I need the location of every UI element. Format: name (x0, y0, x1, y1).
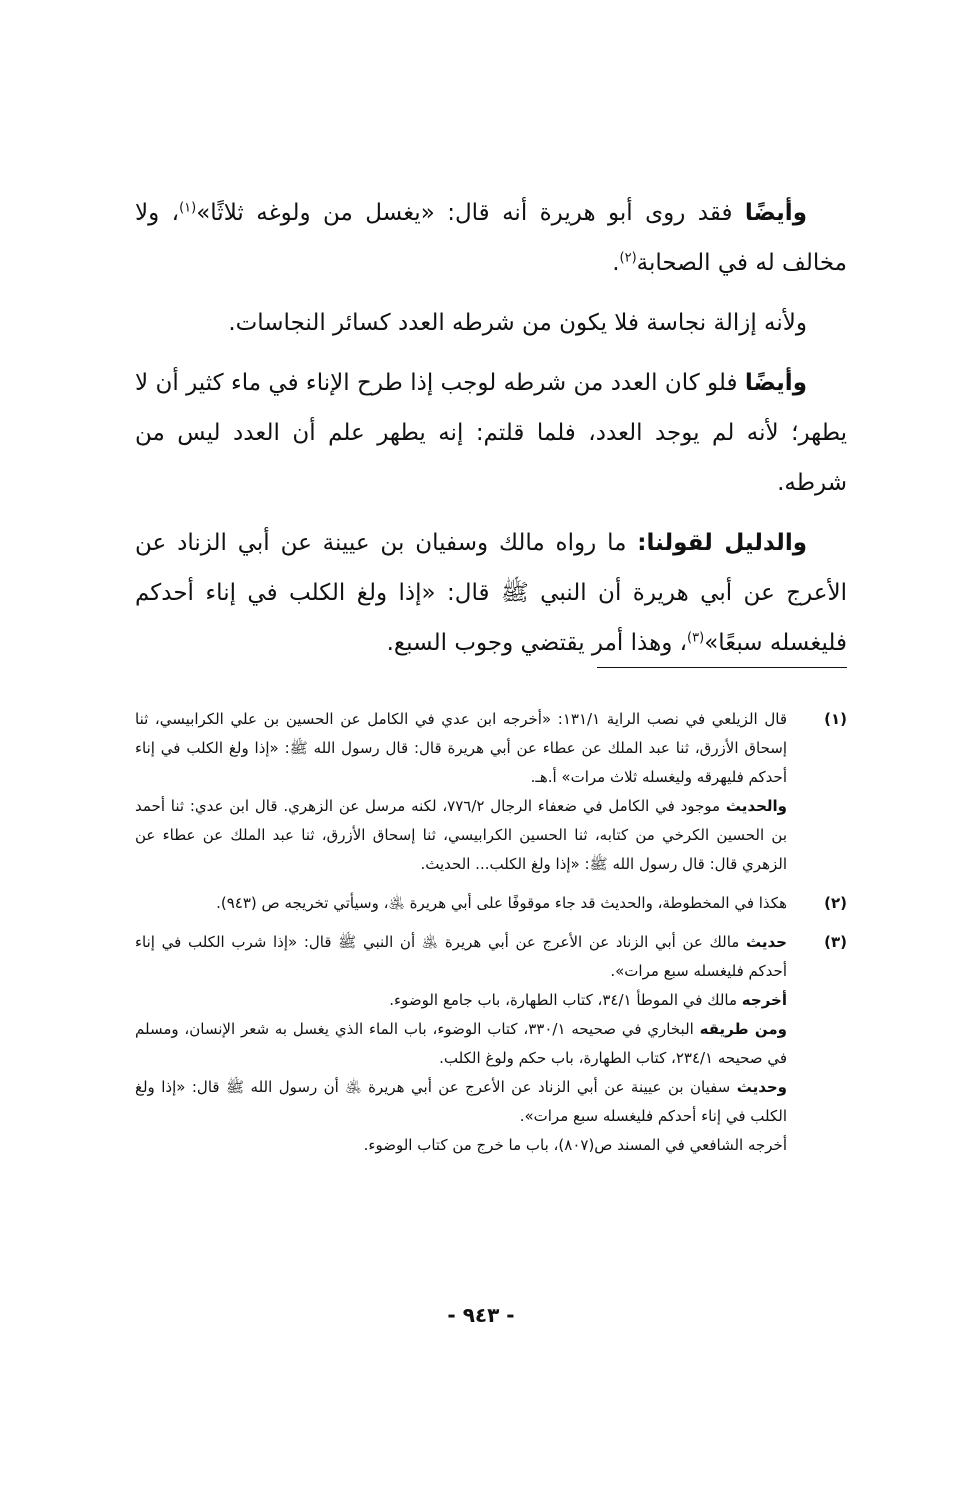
footnote-text (135, 792, 787, 879)
footnote-3 (135, 928, 847, 1160)
footnote-text: أخرجه الشافعي في المسند ص(٨٠٧)، باب ما خرج من كتاب الوضوء. (363, 1136, 787, 1154)
paragraph-1 (135, 188, 847, 288)
footnote-text: قال الزيلعي في نصب الراية ١٣١/١: «أخرجه ابن عدي في الكامل عن الحسين بن علي الكرابيسي، ثنا إسحاق الأزرق، ثنا عبد الملك عن عطاء عن أبي هريرة قال: قال رسول الله ﷺ: «إذا ولغ الكلب في إناء أحدكم فليهرقه وليغسله ثلاث مرات» أ.هـ. (135, 710, 787, 786)
footnote-number: (٣) (824, 933, 847, 951)
footnote-text (135, 1015, 787, 1073)
page-number: - ٩٤٣ - (447, 1303, 515, 1327)
footnote-text-span: سفيان بن عيينة عن أبي الزناد عن الأعرج عن أبي هريرة ﵁ أن رسول الله ﷺ قال: «إذا ولغ الكلب في إناء أحدكم فليغسله سبع مرات». (135, 1078, 787, 1125)
footnote-ref-3[interactable]: (٣) (687, 630, 705, 646)
bold-lead: وأيضًا (744, 200, 807, 226)
footnote-text (135, 986, 787, 1015)
footnote-ref-1[interactable]: (١) (179, 200, 197, 216)
footnote-text (135, 928, 787, 986)
bold-lead: حديث (746, 933, 787, 951)
paragraph-2 (135, 298, 847, 348)
footnote-text (135, 1073, 787, 1131)
paragraph-text: فقد روى أبو هريرة أنه قال: «يغسل من ولوغه ثلاثًا» (196, 200, 745, 226)
footnote-text-span: البخاري في صحيحه ٣٣٠/١، كتاب الوضوء، باب الماء الذي يغسل به شعر الإنسان، ومسلم في صحيحه ٢٣٤/١، كتاب الطهارة، باب حكم ولوغ الكلب. (135, 1020, 787, 1067)
footnote-text: هكذا في المخطوطة، والحديث قد جاء موقوفًا على أبي هريرة ﵁، وسيأتي تخريجه ص (٩٤٣). (216, 894, 787, 912)
footnote-2 (135, 889, 847, 918)
main-text (135, 188, 847, 668)
bold-lead: والحديث (725, 797, 787, 815)
bold-lead: ومن طريقه (699, 1020, 787, 1038)
paragraph-3 (135, 358, 847, 508)
paragraph-end: ، وهذا أمر يقتضي وجوب السبع. (386, 630, 688, 656)
bold-lead: وحديث (736, 1078, 787, 1096)
footnote-text-span: مالك عن أبي الزناد عن الأعرج عن أبي هريرة ﵁ أن النبي ﷺ قال: «إذا شرب الكلب في إناء أحدكم فليغسله سبع مرات». (135, 933, 787, 980)
paragraph-text: ، ولا مخالف له في الصحابة (135, 200, 847, 276)
footnote-number: (٢) (824, 894, 847, 912)
paragraph-end: . (612, 250, 620, 276)
bold-lead: أخرجه (741, 991, 787, 1009)
paragraph-text: ولأنه إزالة نجاسة فلا يكون من شرطه العدد كسائر النجاسات. (228, 310, 807, 336)
footnote-number: (١) (824, 710, 847, 728)
footnote-text-span: مالك في الموطأ ٣٤/١، كتاب الطهارة، باب جامع الوضوء. (389, 991, 742, 1009)
paragraph-text: ما رواه مالك وسفيان بن عيينة عن أبي الزناد عن الأعرج عن أبي هريرة أن النبي ﷺ قال: «إذا ولغ الكلب في إناء أحدكم فليغسله سبعًا» (135, 530, 847, 656)
footnote-1 (135, 705, 847, 879)
paragraph-4 (135, 518, 847, 668)
footnote-separator (597, 667, 847, 668)
footnote-ref-2[interactable]: (٢) (619, 250, 637, 266)
footnote-text-span: موجود في الكامل في ضعفاء الرجال ٧٧٦/٢، لكنه مرسل عن الزهري. قال ابن عدي: ثنا أحمد بن الحسين الكرخي من كتابه، ثنا الحسين الكرابيسي، ثنا إسحاق الأزرق، ثنا عبد الملك عن عطاء عن الزهري قال: قال رسول الله ﷺ: «إذا ولغ الكلب... الحديث. (135, 797, 787, 873)
paragraph-text: فلو كان العدد من شرطه لوجب إذا طرح الإناء في ماء كثير أن لا يطهر؛ لأنه لم يوجد العدد، فلما قلتم: إنه يطهر علم أن العدد ليس من شرطه. (135, 370, 847, 496)
bold-lead: والدليل لقولنا: (637, 530, 807, 556)
bold-lead: وأيضًا (744, 370, 807, 396)
footnotes (135, 705, 847, 1170)
